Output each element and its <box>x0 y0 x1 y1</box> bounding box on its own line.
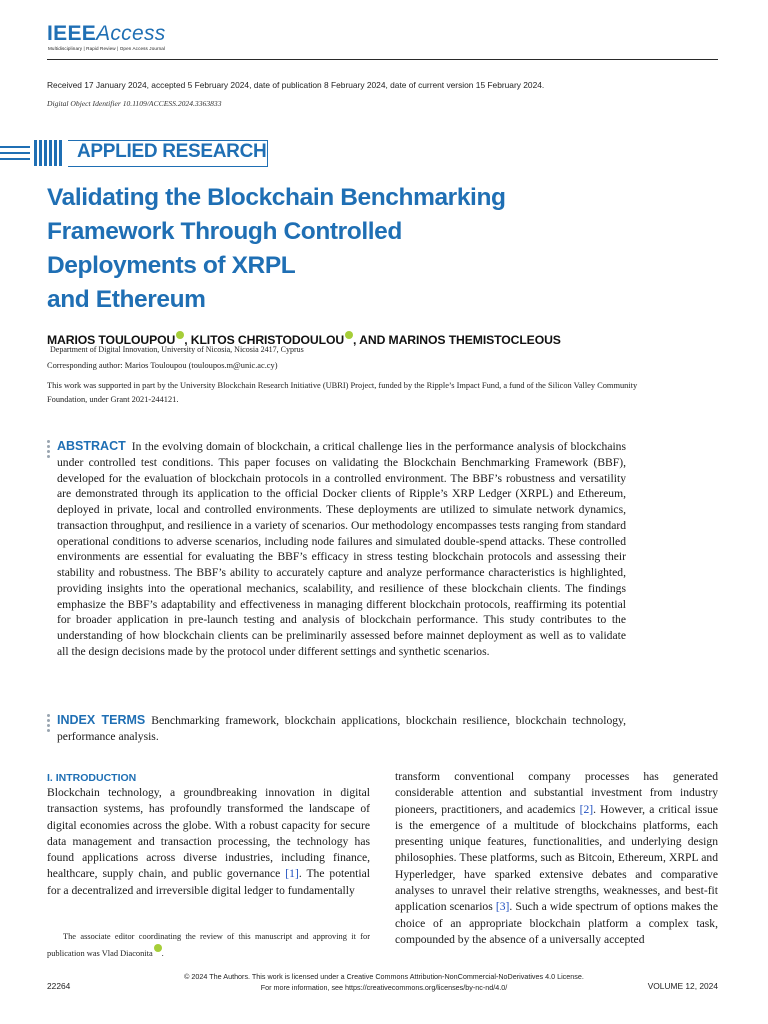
citation-link[interactable]: [3] <box>495 900 510 914</box>
author-name: , AND MARINOS THEMISTOCLEOUS <box>353 333 561 348</box>
received-dates: Received 17 January 2024, accepted 5 February 2024, date of publication 8 February 2024, date of current version 15 February 2024. <box>47 80 545 90</box>
abstract <box>57 439 626 660</box>
title-line: and Ethereum <box>47 286 206 313</box>
title-line: Deployments of XRPL <box>47 252 296 279</box>
section-tag: APPLIED RESEARCH <box>77 141 267 162</box>
body-text: . The potential for a decentralized and irreversible digital ledger to fundamentally <box>47 867 370 897</box>
title-line: Validating the Blockchain Benchmarking <box>47 184 506 211</box>
body-column-left <box>47 785 370 899</box>
journal-logo <box>47 22 166 46</box>
header-rule <box>47 59 718 60</box>
paper-title <box>47 181 607 317</box>
doi-line: Digital Object Identifier 10.1109/ACCESS.2024.3363833 <box>47 99 222 108</box>
orcid-icon[interactable] <box>154 944 162 952</box>
section-heading: I. INTRODUCTION <box>47 772 137 784</box>
page-number: 22264 <box>47 981 71 991</box>
orcid-icon[interactable] <box>176 331 184 339</box>
index-terms-label: INDEX TERMS <box>57 713 146 727</box>
funding-note: This work was supported in part by the University Blockchain Research Initiative (UBRI) Project, funded by the Ripple’s Impact Fund, a fund of the Silicon Valley Community Foundation, under Grant 2021-244121. <box>47 381 638 404</box>
footnote-text: The associate editor coordinating the review of this manuscript and approving it for publication was Vlad Diaconita <box>47 932 370 958</box>
corresponding-author: Corresponding author: Marios Touloupou (touloupos.m@unic.ac.cy) <box>47 361 278 370</box>
section-tag-stripes <box>0 136 66 168</box>
abstract-text: In the evolving domain of blockchain, a critical challenge lies in the performance analysis of blockchains under controlled test conditions. This paper focuses on validating the Blockchain Benchmarking Framework (BBF), developed for the evaluation of blockchain protocols in a controlled environment. The BBF’s robustness and versatility are demonstrated through its application to the official Docker clients of Ripple’s XRP Ledger (XRPL) and Ethereum, deployed in private, local and controlled environments. These deployments are utilized to simulate network dynamics, transaction throughput, and resilience in a variety of scenarios. Our methodology encompasses tests ranging from standard operational conditions to adverse scenarios, including node failures and simulated double-spend attacks. These controlled environments are essential for evaluating the BBF’s efficacy in stress testing blockchain protocols and assessing their stability and robustness. The BBF’s ability to accurately capture and analyze performance characteristics is highlighted, providing insights into the operational mechanics, scalability, and resilience of these blockchain clients. The findings emphasize the BBF’s adaptability and effectiveness in managing different blockchain protocols, reaffirming its potential for broader application in pre-launch testing and analysis of blockchain performance. This study contributes to the understanding of how blockchain clients can be preliminarily assessed before mainnet deployment as well as to validate all the design decisions made by the protocol under different settings and synthetic scenarios. <box>57 440 626 658</box>
title-line: Framework Through Controlled <box>47 218 402 245</box>
affiliation: Department of Digital Innovation, University of Nicosia, Nicosia 2417, Cyprus <box>50 345 304 354</box>
body-text: transform conventional company processes has generated considerable attention and substantial investment from industry pioneers, practitioners, and academics <box>395 770 718 816</box>
editor-footnote <box>47 929 370 961</box>
abstract-dots-icon <box>47 440 51 460</box>
index-terms-dots-icon <box>47 714 51 734</box>
body-text: . Such a wide spectrum of options makes the choice of an appropriate blockchain platform a complex task, compounded by the absence of a universally accepted <box>395 900 718 946</box>
citation-link[interactable]: [2] <box>579 802 594 816</box>
index-terms <box>57 713 626 745</box>
journal-tagline: Multidisciplinary | Rapid Review | Open Access Journal <box>48 46 166 51</box>
body-text: Blockchain technology, a groundbreaking innovation in digital transaction systems, has profoundly transformed the landscape of digital economies across the globe. With a robust capacity for secure data management and transaction processing, the technology has found applications across diverse industries, including finance, healthcare, supply chain, and public governance <box>47 786 370 881</box>
volume-label: VOLUME 12, 2024 <box>647 981 718 991</box>
author-name: , KLITOS CHRISTODOULOU <box>184 333 345 348</box>
license-line: © 2024 The Authors. This work is licensed under a Creative Commons Attribution-NonCommercial-NoDerivatives 4.0 License. <box>184 972 584 981</box>
logo-ieee-text: IEEE <box>47 22 97 45</box>
body-text: . However, a critical issue is the emergence of a multitude of blockchains platforms, each presenting unique features, functionalities, and underlying design philosophies. These platforms, such as Bitcoin, Ethereum, XRPL and Hyperledger, have sparked extensive debates and comparative analyses to unravel their relative strengths, weaknesses, and best-fit application scenarios <box>395 802 718 914</box>
index-terms-text: Benchmarking framework, blockchain applications, blockchain resilience, blockchain technology, performance analysis. <box>57 714 626 743</box>
body-column-right <box>395 769 718 948</box>
author-name: MARIOS TOULOUPOU <box>47 333 176 348</box>
license-line[interactable]: For more information, see https://creativecommons.org/licenses/by-nc-nd/4.0/ <box>260 983 508 992</box>
logo-access-text: Access <box>96 22 166 45</box>
citation-link[interactable]: [1] <box>285 867 299 881</box>
orcid-icon[interactable] <box>345 331 353 339</box>
footnote-end: . <box>161 948 164 958</box>
abstract-label: ABSTRACT <box>57 439 126 453</box>
